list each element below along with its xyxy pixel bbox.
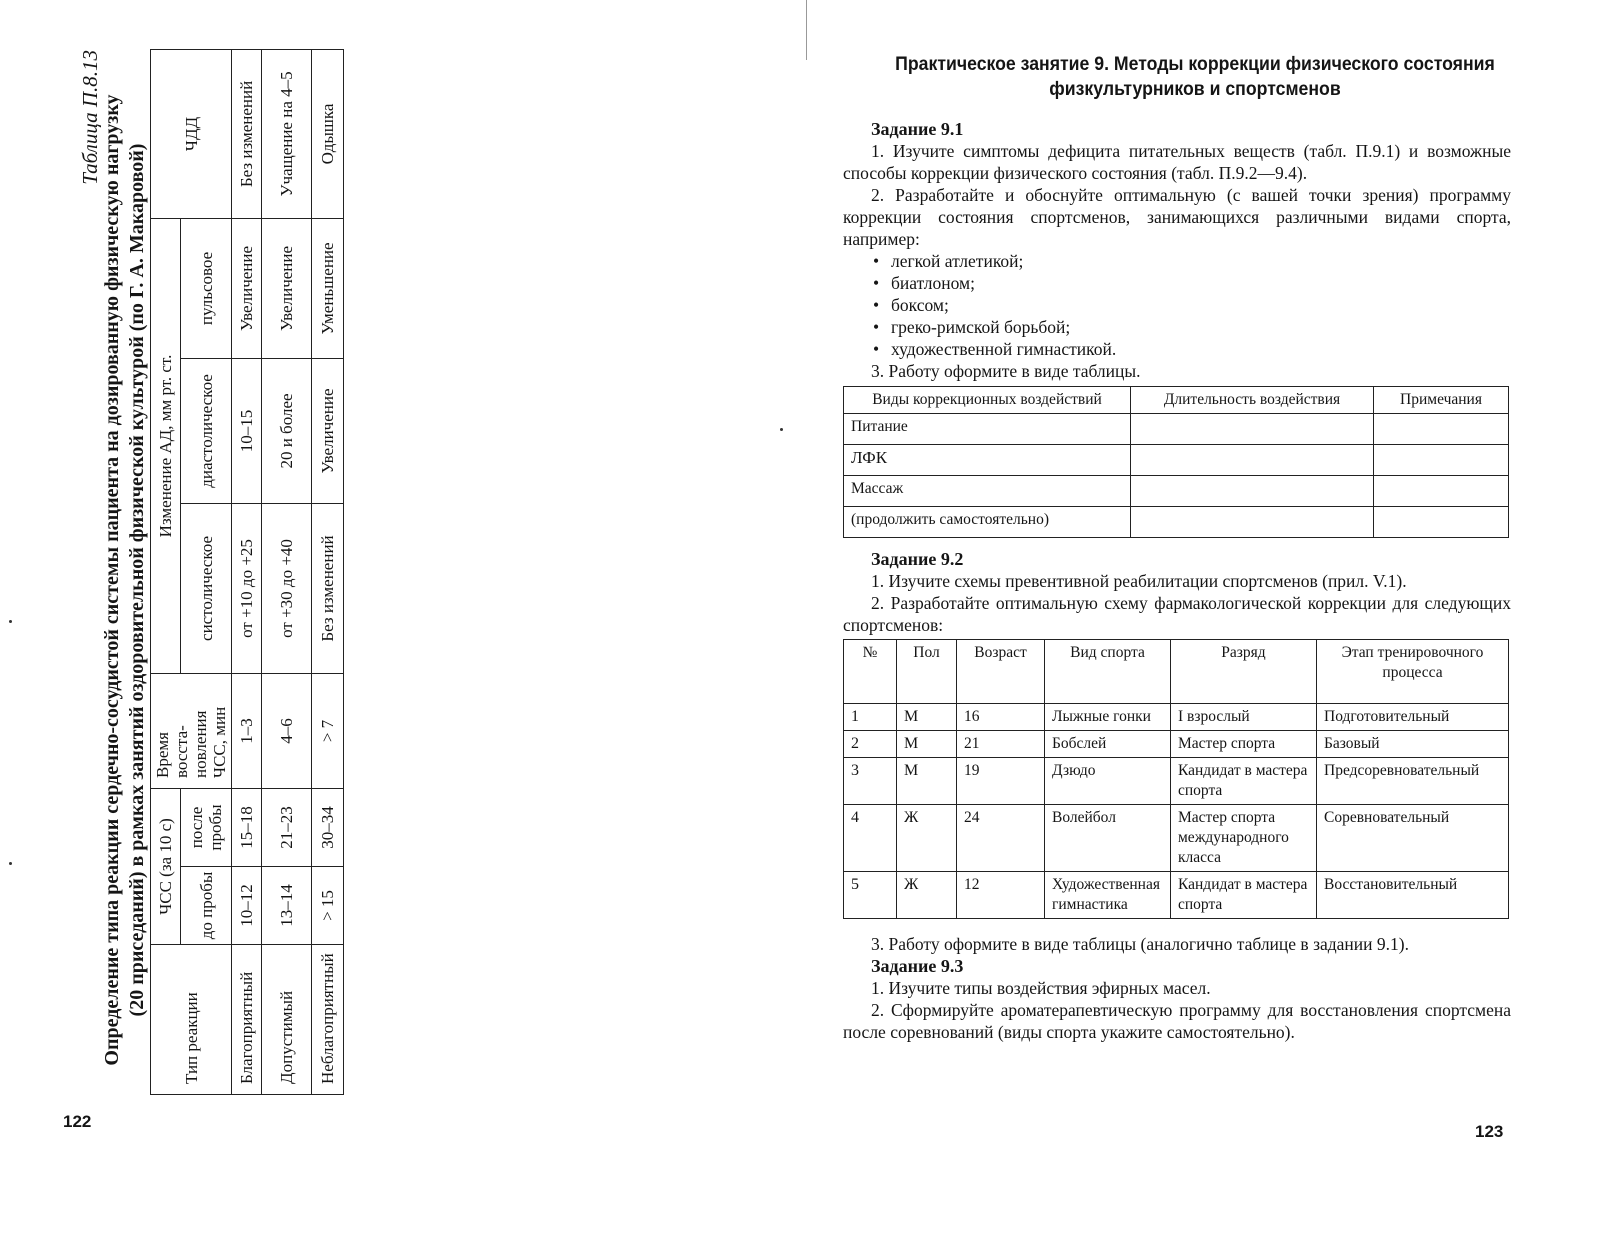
table-cell: Мастер спорта: [1171, 731, 1317, 758]
table-title-line: (20 приседаний) в рамках занятий оздоровительной физической культурой (по Г. А. Макаровой): [126, 143, 148, 1017]
table-cell: > 15: [312, 867, 344, 945]
table-cell: М: [897, 704, 957, 731]
paragraph: 2. Разработайте оптимальную схему фармакологической коррекции для следующих спортсменов:: [843, 593, 1511, 635]
table-cell: от +10 до +25: [232, 503, 262, 673]
table-row: [844, 731, 1509, 758]
table-cell: Художественная гимнастика: [1045, 872, 1171, 919]
paragraph: 1. Изучите симптомы дефицита питательных веществ (табл. П.9.1) и возможные способы коррекции физического состояния (табл. П.9.2—9.4).: [843, 141, 1511, 183]
table-cell: 4–6: [262, 673, 312, 788]
scan-speck: [9, 862, 12, 865]
header-hr-before: до пробы: [181, 867, 232, 945]
table-cell: Ж: [897, 872, 957, 919]
paragraph: 3. Работу оформите в виде таблицы (аналогично таблице в задании 9.1).: [871, 934, 1409, 954]
table-cell: Лыжные гонки: [1045, 704, 1171, 731]
table-cell: Предсоревновательный: [1317, 758, 1509, 805]
table-cell: Допустимый: [262, 945, 312, 1095]
table-cell: Без изменений: [232, 49, 262, 218]
header-type: Тип реакции: [151, 945, 232, 1095]
list-item: • биатлоном;: [871, 272, 1511, 294]
right-page: [800, 0, 1600, 1239]
list-item: • боксом;: [871, 294, 1511, 316]
list-item: • греко-римской борьбой;: [871, 316, 1511, 338]
list-item: • художественной гимнастикой.: [871, 338, 1511, 360]
list-item: • легкой атлетикой;: [871, 250, 1511, 272]
table-header: Примечания: [1374, 387, 1509, 414]
table-header: Этап тренировочного процесса: [1317, 640, 1509, 704]
table-cell: 1–3: [232, 673, 262, 788]
task-heading: Задание 9.2: [871, 549, 964, 569]
table-cell: 3: [844, 758, 897, 805]
header-bp: Изменение АД, мм рт. ст.: [151, 218, 181, 673]
header-pulse: пульсовое: [181, 218, 232, 358]
header-rr: ЧДД: [151, 49, 232, 218]
sports-list: [843, 250, 1511, 360]
table-cell: 12: [957, 872, 1045, 919]
table-cell: Увеличение: [262, 218, 312, 358]
table-row: [232, 49, 262, 1094]
table-title: [100, 50, 150, 1110]
paragraph: 1. Изучите типы воздействия эфирных масел.: [871, 978, 1211, 998]
page-number-right: 123: [1475, 1122, 1504, 1141]
table-cell: 30–34: [312, 788, 344, 866]
table-cell: Увеличение: [312, 358, 344, 503]
table-cell: 24: [957, 805, 1045, 872]
paragraph: 3. Работу оформите в виде таблицы.: [871, 361, 1141, 381]
table-cell: 5: [844, 872, 897, 919]
table-cell: Благоприятный: [232, 945, 262, 1095]
table-cell: [1131, 445, 1374, 476]
table-cell: (продолжить самостоятельно): [844, 507, 1131, 538]
section-title-line: Практическое занятие 9. Методы коррекции физического состояния: [895, 54, 1495, 75]
table-row: [844, 758, 1509, 805]
header-systolic: систолическое: [181, 503, 232, 673]
table-row: [844, 507, 1509, 538]
table-row: [844, 445, 1509, 476]
table-cell: 15–18: [232, 788, 262, 866]
rotated-table-block: [78, 50, 358, 1110]
table-cell: 1: [844, 704, 897, 731]
table-row: [844, 872, 1509, 919]
table-cell: [1131, 414, 1374, 445]
table-cell: 21–23: [262, 788, 312, 866]
table-row: [844, 414, 1509, 445]
table-header: Пол: [897, 640, 957, 704]
paragraph: 2. Разработайте и обоснуйте оптимальную (с вашей точки зрения) программу коррекции состояния спортсменов, занимающихся различными видами спорта, например:: [843, 185, 1511, 249]
table-cell: Питание: [844, 414, 1131, 445]
table-cell: Увеличение: [232, 218, 262, 358]
table-cell: Мастер спорта международного класса: [1171, 805, 1317, 872]
table-cell: Дзюдо: [1045, 758, 1171, 805]
reaction-type-table: [150, 49, 344, 1095]
table-cell: Массаж: [844, 476, 1131, 507]
table-header: Вид спорта: [1045, 640, 1171, 704]
table-cell: > 7: [312, 673, 344, 788]
table-cell: 2: [844, 731, 897, 758]
table-cell: М: [897, 758, 957, 805]
table-cell: Ж: [897, 805, 957, 872]
table-cell: Неблагоприятный: [312, 945, 344, 1095]
table-cell: ЛФК: [844, 445, 1131, 476]
table-cell: Базовый: [1317, 731, 1509, 758]
table-cell: 16: [957, 704, 1045, 731]
table-row: [844, 704, 1509, 731]
table-cell: Соревновательный: [1317, 805, 1509, 872]
table-cell: Кандидат в мастера спорта: [1171, 872, 1317, 919]
scan-speck: [780, 428, 783, 431]
table-cell: М: [897, 731, 957, 758]
header-recovery: Время восста-новления ЧСС, мин: [151, 673, 232, 788]
table-cell: Кандидат в мастера спорта: [1171, 758, 1317, 805]
table-row: [844, 476, 1509, 507]
task-heading: Задание 9.1: [871, 119, 964, 139]
athletes-table: [843, 639, 1509, 919]
table-row: [312, 49, 344, 1094]
header-hr-after: после пробы: [181, 788, 232, 866]
table-cell: 20 и более: [262, 358, 312, 503]
table-cell: Уменьшение: [312, 218, 344, 358]
scan-speck: [9, 620, 12, 623]
paragraph: 1. Изучите схемы превентивной реабилитации спортсменов (прил. V.1).: [871, 571, 1407, 591]
table-cell: [1131, 476, 1374, 507]
table-cell: [1374, 476, 1509, 507]
page-content: [843, 118, 1511, 1043]
table-cell: [1374, 414, 1509, 445]
correction-table: [843, 386, 1509, 538]
header-hr: ЧСС (за 10 с): [151, 788, 181, 944]
table-cell: Без изменений: [312, 503, 344, 673]
table-cell: Одышка: [312, 49, 344, 218]
table-header: Длительность воздействия: [1131, 387, 1374, 414]
table-cell: 10–12: [232, 867, 262, 945]
table-row: [844, 805, 1509, 872]
table-header: Возраст: [957, 640, 1045, 704]
table-cell: Подготовительный: [1317, 704, 1509, 731]
table-header: Разряд: [1171, 640, 1317, 704]
table-cell: [1131, 507, 1374, 538]
table-cell: 4: [844, 805, 897, 872]
table-cell: Волейбол: [1045, 805, 1171, 872]
table-cell: [1374, 445, 1509, 476]
table-cell: [1374, 507, 1509, 538]
table-cell: 21: [957, 731, 1045, 758]
table-row: [262, 49, 312, 1094]
table-title-line: Определение типа реакции сердечно-сосудистой системы пациента на дозированную физическую нагрузку: [101, 94, 123, 1066]
table-cell: 19: [957, 758, 1045, 805]
table-caption: Таблица П.8.13: [78, 50, 102, 185]
table-cell: 10–15: [232, 358, 262, 503]
table-header: Виды коррекционных воздействий: [844, 387, 1131, 414]
table-cell: 13–14: [262, 867, 312, 945]
task-heading: Задание 9.3: [871, 956, 964, 976]
table-cell: I взрослый: [1171, 704, 1317, 731]
header-diastolic: диастолическое: [181, 358, 232, 503]
table-cell: Учащение на 4–5: [262, 49, 312, 218]
page-number-left: 122: [63, 1112, 92, 1131]
table-header: №: [844, 640, 897, 704]
table-cell: Бобслей: [1045, 731, 1171, 758]
paragraph: 2. Сформируйте ароматерапевтическую программу для восстановления спортсмена после соревнований (виды спорта укажите самостоятельно).: [843, 1000, 1511, 1042]
section-title-line: физкультурников и спортсменов: [1049, 79, 1341, 100]
table-cell: Восстановительный: [1317, 872, 1509, 919]
table-cell: от +30 до +40: [262, 503, 312, 673]
section-title: [883, 52, 1506, 102]
